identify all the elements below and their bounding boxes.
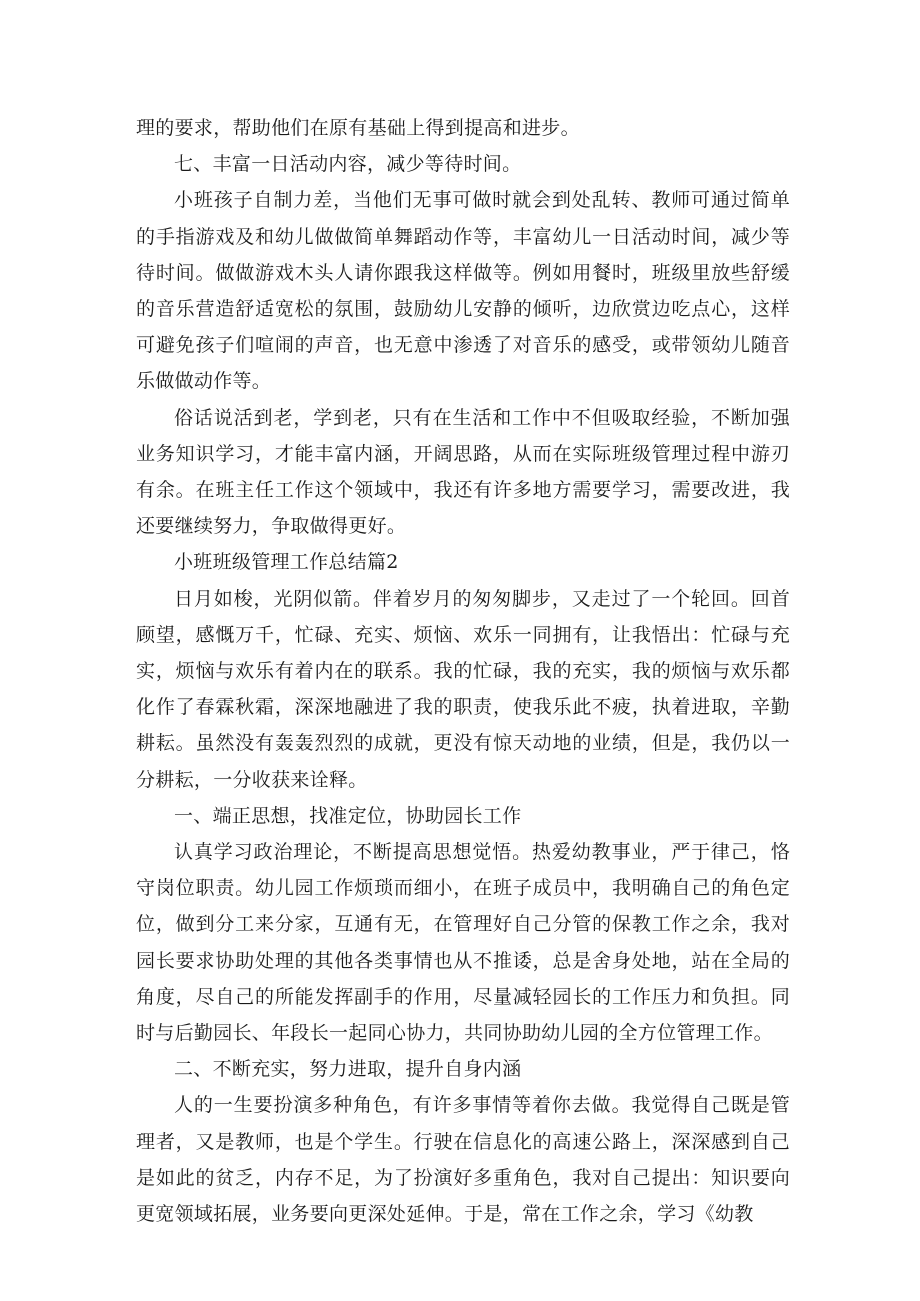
section-heading-2: 二、不断充实，努力进取，提升自身内涵 <box>174 1058 522 1081</box>
paragraph-intro: 日月如梭，光阴似箭。伴着岁月的匆匆脚步，又走过了一个轮回。回首顾望，感慨万千，忙碌、充实、烦恼、欢乐一同拥有，让我悟出：忙碌与充实，烦恼与欢乐有着内在的联系。我的忙碌，我的充实，我的烦恼与欢乐都化作了春霖秋霜，深深地融进了我的职责，使我乐此不疲，执着进取，辛勤耕耘。虽然没有轰轰烈烈的成就，更没有惊天动地的业绩，但是，我仍以一分耕耘，一分收获来诠释。 <box>136 587 790 791</box>
section-heading-7: 七、丰富一日活动内容，减少等待时间。 <box>174 153 522 176</box>
paragraph-growth: 人的一生要扮演多种角色，有许多事情等着你去做。我觉得自己既是管理者，又是教师，也是个学生。行驶在信息化的高速公路上，深深感到自己是如此的贫乏，内存不足，为了扮演好多重角色，我对自己提出：知识要向更宽领域拓展，业务要向更深处延伸。于是，常在工作之余，学习《幼教 <box>136 1094 790 1226</box>
paragraph-conclusion: 俗话说活到老，学到老，只有在生活和工作中不但吸取经验，不断加强业务知识学习，才能丰富内涵，开阔思路，从而在实际班级管理过程中游刃有余。在班主任工作这个领域中，我还有许多地方需要学习，需要改进，我还要继续努力，争取做得更好。 <box>136 406 790 538</box>
paragraph-continuation: 理的要求，帮助他们在原有基础上得到提高和进步。 <box>136 117 580 139</box>
paragraph-thinking: 认真学习政治理论，不断提高思想觉悟。热爱幼教事业，严于律己，恪守岗位职责。幼儿园工作烦琐而细小，在班子成员中，我明确自己的角色定位，做到分工来分家，互通有无，在管理好自己分管的保教工作之余，我对园长要求协助处理的其他各类事情也从不推诿，总是舍身处地，站在全局的角度，尽自己的所能发挥副手的作用，尽量减轻园长的工作压力和负担。同时与后勤园长、年段长一起同心协力，共同协助幼儿园的全方位管理工作。 <box>136 841 790 1045</box>
document-body <box>136 110 790 1232</box>
paragraph-activities: 小班孩子自制力差，当他们无事可做时就会到处乱转、教师可通过简单的手指游戏及和幼儿做做简单舞蹈动作等，丰富幼儿一日活动时间，减少等待时间。做做游戏木头人请你跟我这样做等。例如用餐时，班级里放些舒缓的音乐营造舒适宽松的氛围，鼓励幼儿安静的倾听，边欣赏边吃点心，这样可避免孩子们喧闹的声音，也无意中渗透了对音乐的感受，或带领幼儿随音乐做做动作等。 <box>136 189 790 393</box>
section-heading-1: 一、端正思想，找准定位，协助园长工作 <box>174 804 522 827</box>
article-title-2: 小班班级管理工作总结篇2 <box>174 551 399 574</box>
